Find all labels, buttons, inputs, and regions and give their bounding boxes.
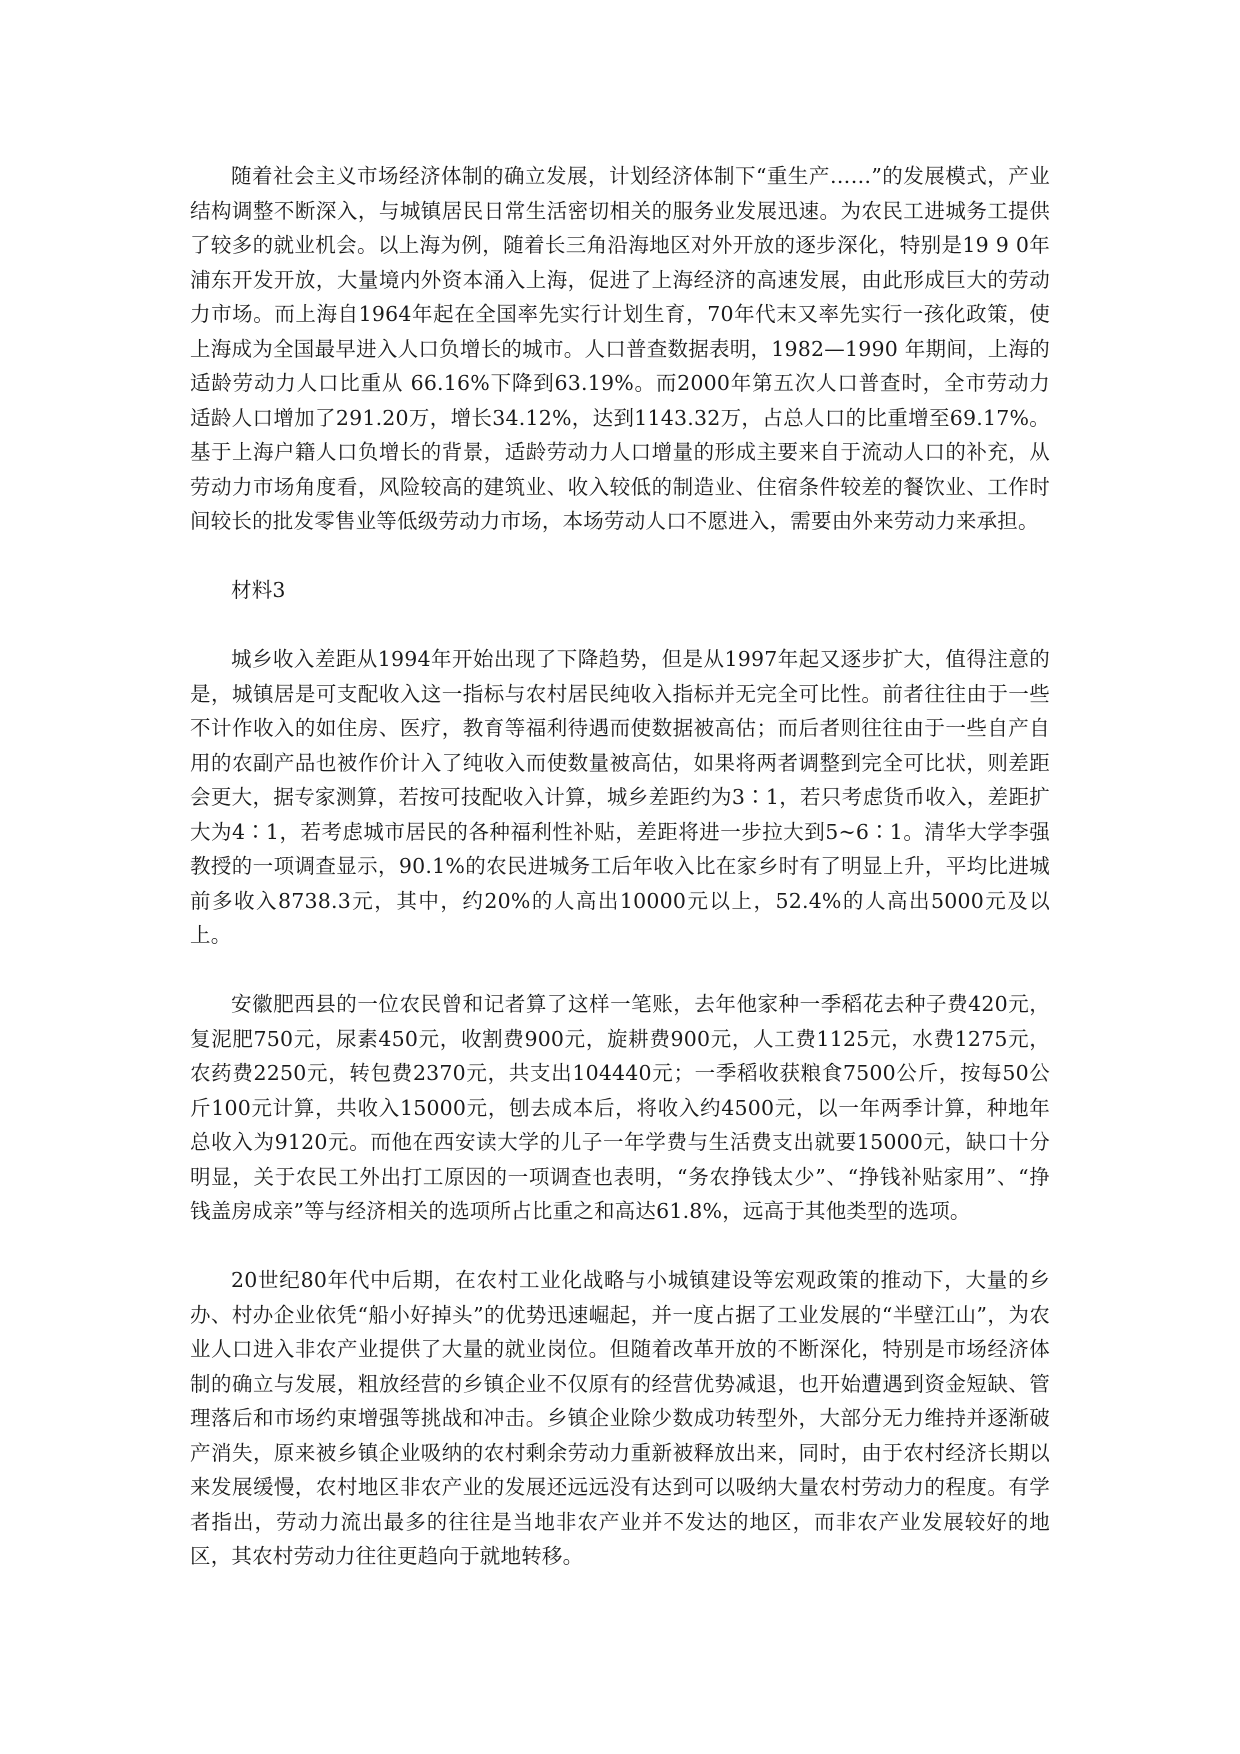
document-body: [190, 159, 1050, 1574]
paragraph-farmer-account: 安徽肥西县的一位农民曾和记者算了这样一笔账，去年他家种一季稻花去种子费420元，复泥肥750元，尿素450元，收割费900元，旋耕费900元，人工费1125元，水费1275元，农药费2250元，转包费2370元，共支出104440元；一季稻收获粮食7500公斤，按每50公斤100元计算，共收入15000元，刨去成本后，将收入约4500元，以一年两季计算，种地年总收入为9120元。而他在西安读大学的儿子一年学费与生活费支出就要15000元，缺口十分明显，关于农民工外出打工原因的一项调查也表明，“务农挣钱太少”、“挣钱补贴家用”、“挣钱盖房成亲”等与经济相关的选项所占比重之和高达61.8%，远高于其他类型的选项。: [190, 992, 1050, 1223]
material-heading: 材料3: [231, 578, 286, 602]
paragraph-township-enterprises: 20世纪80年代中后期，在农村工业化战略与小城镇建设等宏观政策的推动下，大量的乡办、村办企业依凭“船小好掉头”的优势迅速崛起，并一度占据了工业发展的“半壁江山”，为农业人口进入非农产业提供了大量的就业岗位。但随着改革开放的不断深化，特别是市场经济体制的确立与发展，粗放经营的乡镇企业不仅原有的经营优势减退，也开始遭遇到资金短缺、管理落后和市场约束增强等挑战和冲击。乡镇企业除少数成功转型外，大部分无力维持并逐渐破产消失，原来被乡镇企业吸纳的农村剩余劳动力重新被释放出来，同时，由于农村经济长期以来发展缓慢，农村地区非农产业的发展还远远没有达到可以吸纳大量农村劳动力的程度。有学者指出，劳动力流出最多的往往是当地非农产业并不发达的地区，而非农产业发展较好的地区，其农村劳动力往往更趋向于就地转移。: [190, 1268, 1050, 1568]
paragraph-shanghai-labor: 随着社会主义市场经济体制的确立发展，计划经济体制下“重生产……”的发展模式，产业结构调整不断深入，与城镇居民日常生活密切相关的服务业发展迅速。为农民工进城务工提供了较多的就业机会。以上海为例，随着长三角沿海地区对外开放的逐步深化，特别是19 9 0年浦东开发开放，大量境内外资本涌入上海，促进了上海经济的高速发展，由此形成巨大的劳动力市场。而上海自1964年起在全国率先实行计划生育，70年代末又率先实行一孩化政策，使上海成为全国最早进入人口负增长的城市。人口普查数据表明，1982—1990 年期间，上海的适龄劳动力人口比重从 66.16%下降到63.19%。而2000年第五次人口普查时，全市劳动力适龄人口增加了291.20万，增长34.12%，达到1143.32万，占总人口的比重增至69.17%。基于上海户籍人口负增长的背景，适龄劳动力人口增量的形成主要来自于流动人口的补充，从劳动力市场角度看，风险较高的建筑业、收入较低的制造业、住宿条件较差的餐饮业、工作时间较长的批发零售业等低级劳动力市场，本场劳动人口不愿进入，需要由外来劳动力来承担。: [190, 164, 1050, 533]
paragraph-income-gap: 城乡收入差距从1994年开始出现了下降趋势，但是从1997年起又逐步扩大，值得注意的是，城镇居是可支配收入这一指标与农村居民纯收入指标并无完全可比性。前者往往由于一些不计作收入的如住房、医疗，教育等福利待遇而使数据被高估；而后者则往往由于一些自产自用的农副产品也被作价计入了纯收入而使数量被高估，如果将两者调整到完全可比状，则差距会更大，据专家测算，若按可技配收入计算，城乡差距约为3∶1，若只考虑货币收入，差距扩大为4∶1，若考虑城市居民的各种福利性补贴，差距将进一步拉大到5~6∶1。清华大学李强教授的一项调查显示，90.1%的农民进城务工后年收入比在家乡时有了明显上升，平均比进城前多收入8738.3元，其中，约20%的人高出10000元以上，52.4%的人高出5000元及以上。: [190, 647, 1050, 947]
